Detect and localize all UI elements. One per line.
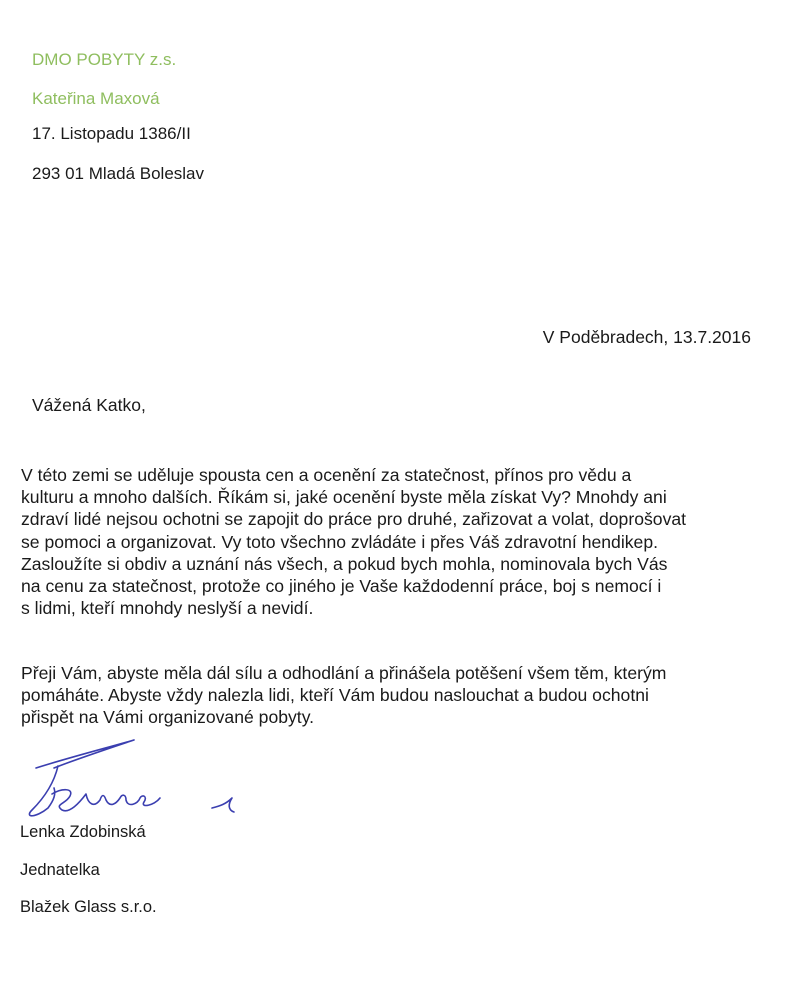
- signature-stroke: [36, 740, 134, 768]
- signature-stroke: [212, 798, 234, 812]
- signature-stroke: [52, 790, 160, 811]
- sender-street: 17. Listopadu 1386/II: [32, 124, 191, 143]
- paragraph-line: přispět na Vámi organizované pobyty.: [21, 707, 315, 728]
- date-line: V Poděbradech, 13.7.2016: [542, 327, 751, 347]
- paragraph-line: kulturu a mnoho dalších. Říkám si, jaké ocenění byste měla získat Vy? Mnohdy ani: [21, 487, 667, 508]
- paragraph-line: zdraví lidé nejsou ochotni se zapojit do práce pro druhé, zařizovat a volat, doprošovat: [21, 509, 687, 530]
- paragraph-line: Přeji Vám, abyste měla dál sílu a odhodlání a přinášela potěšení všem těm, kterým: [21, 663, 667, 683]
- paragraph-line: Zasloužíte si obdiv a uznání nás všech, a pokud bych mohla, nominovala bych Vás: [21, 553, 668, 574]
- paragraph-1: [21, 464, 761, 619]
- paragraph-line: s lidmi, kteří mnohdy neslyší a nevidí.: [21, 598, 314, 619]
- greeting: Vážená Katko,: [32, 395, 146, 415]
- handwritten-signature: [14, 738, 254, 828]
- paragraph-line: se pomoci a organizovat. Vy toto všechno zvládáte i přes Váš zdravotní hendikep.: [21, 531, 658, 552]
- sender-name: Kateřina Maxová: [32, 89, 160, 108]
- sender-city: 293 01 Mladá Boleslav: [32, 164, 205, 183]
- signature-stroke: [29, 766, 58, 816]
- paragraph-line: pomáháte. Abyste vždy nalezla lidi, kteří Vám budou naslouchat a budou ochotni: [21, 685, 649, 706]
- signer-title: Jednatelka: [20, 861, 100, 879]
- sender-org: DMO POBYTY z.s.: [32, 50, 177, 69]
- paragraph-2: [21, 662, 761, 729]
- paragraph-line: na cenu za statečnost, protože co jiného je Vaše každodenní práce, boj s nemocí i: [21, 576, 662, 597]
- signer-company: Blažek Glass s.r.o.: [20, 898, 157, 916]
- signer-name: Lenka Zdobinská: [20, 823, 146, 841]
- paragraph-line: V této zemi se uděluje spousta cen a ocenění za statečnost, přínos pro vědu a: [21, 465, 632, 485]
